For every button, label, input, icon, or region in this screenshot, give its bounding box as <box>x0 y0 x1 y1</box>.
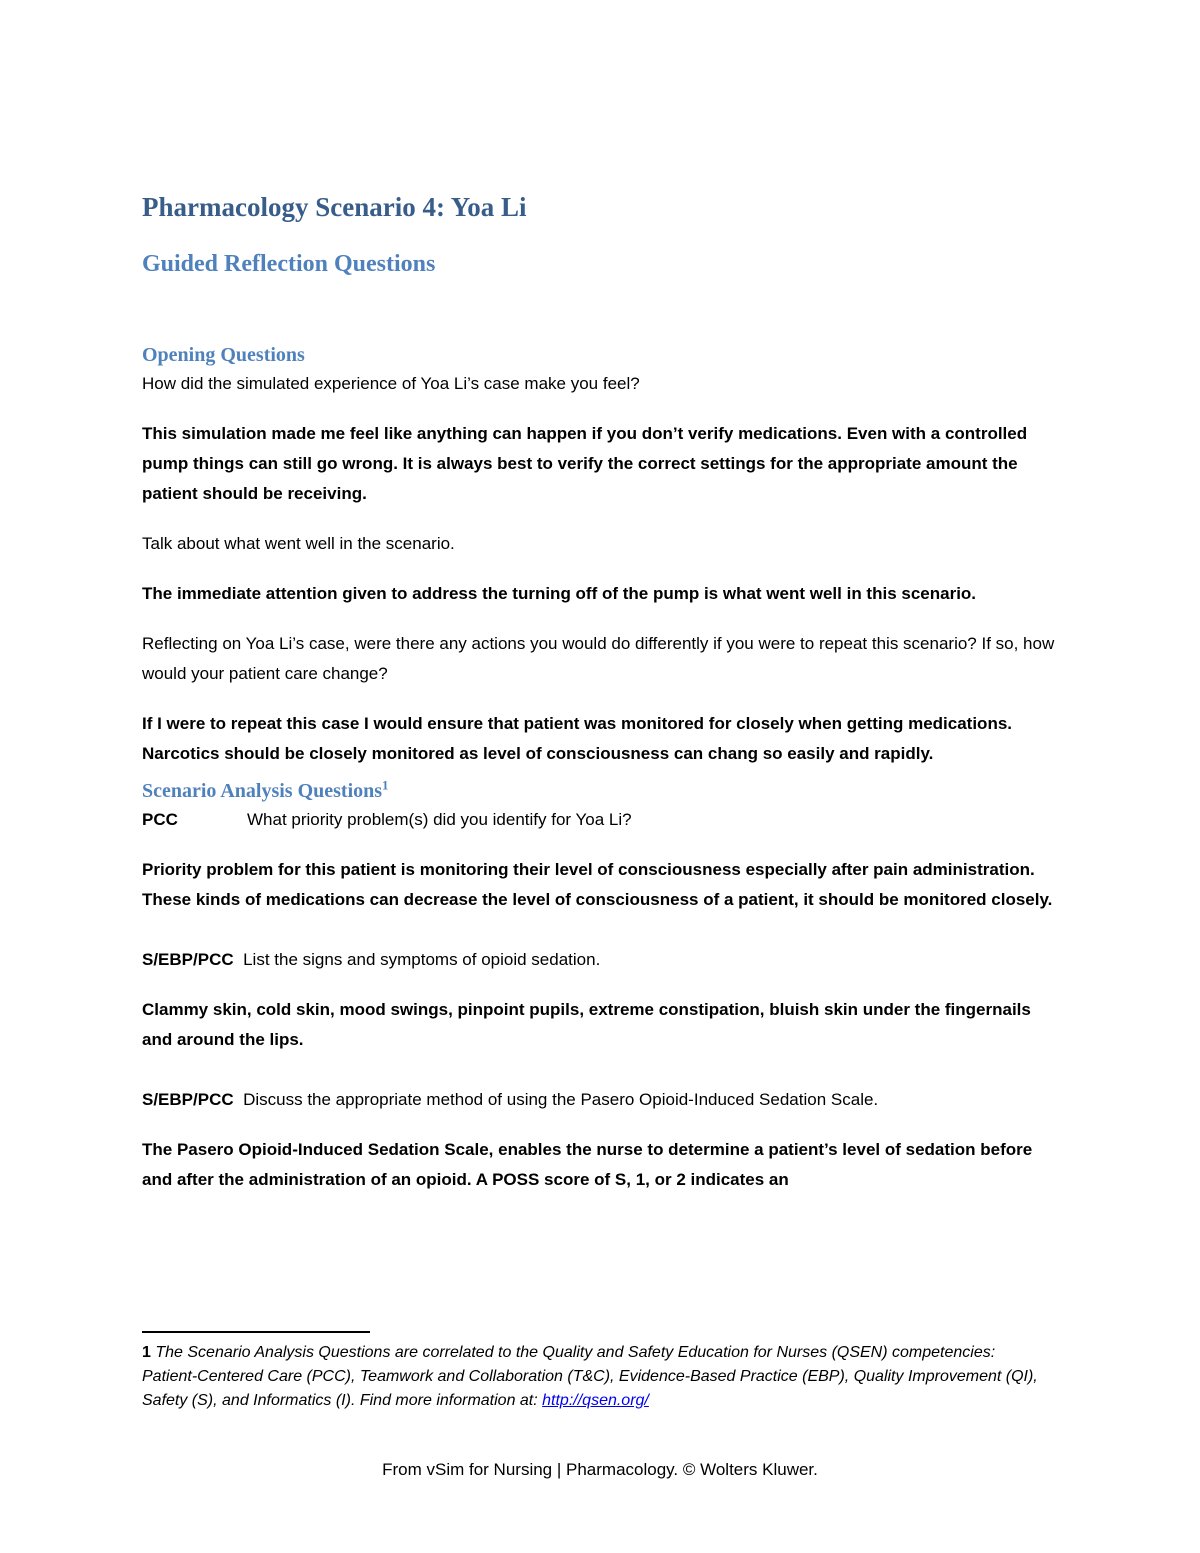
qsen-link[interactable]: http://qsen.org/ <box>542 1392 649 1409</box>
analysis-question-2 <box>142 945 1057 975</box>
footnote <box>142 1341 1042 1413</box>
scenario-analysis-heading <box>142 777 1057 805</box>
competency-tag: PCC <box>142 810 178 829</box>
analysis-question-text: Discuss the appropriate method of using the Pasero Opioid-Induced Sedation Scale. <box>243 1090 879 1109</box>
footnote-text: The Scenario Analysis Questions are correlated to the Quality and Safety Education for Nurses (QSEN) competencies: Patient-Centered Care (PCC), Teamwork and Collaboration (T&C), Evidence-Based Practice (EBP), Quality Improvement (QI), Safety (S), and Informatics (I). Find more information at: <box>142 1344 1038 1409</box>
footnote-separator <box>142 1331 370 1333</box>
competency-tag: S/EBP/PCC <box>142 950 234 969</box>
analysis-question-3 <box>142 1085 1057 1115</box>
analysis-answer-3: The Pasero Opioid-Induced Sedation Scale, enables the nurse to determine a patient’s level of sedation before and after the administration of an opioid. A POSS score of S, 1, or 2 indicates an <box>142 1140 1033 1189</box>
analysis-answer-1: Priority problem for this patient is monitoring their level of consciousness especially after pain administration. These kinds of medications can decrease the level of consciousness of a patient, it should be monitored closely. <box>142 860 1053 909</box>
analysis-question-text: List the signs and symptoms of opioid sedation. <box>243 950 601 969</box>
opening-question-1: How did the simulated experience of Yoa Li’s case make you feel? <box>142 374 640 393</box>
opening-answer-2: The immediate attention given to address the turning off of the pump is what went well in this scenario. <box>142 584 977 603</box>
document-title: Pharmacology Scenario 4: Yoa Li <box>142 192 527 222</box>
document-body <box>142 190 1057 1215</box>
page-footer: From vSim for Nursing | Pharmacology. © Wolters Kluwer. <box>382 1460 818 1479</box>
document-subtitle: Guided Reflection Questions <box>142 251 436 277</box>
scenario-analysis-heading-text: Scenario Analysis Questions <box>142 780 383 802</box>
opening-question-3: Reflecting on Yoa Li’s case, were there any actions you would do differently if you were to repeat this scenario? If so, how would your patient care change? <box>142 634 1055 683</box>
footnote-marker: 1 <box>382 777 389 793</box>
opening-questions-heading: Opening Questions <box>142 344 305 366</box>
opening-question-2: Talk about what went well in the scenario. <box>142 534 455 553</box>
opening-answer-3: If I were to repeat this case I would ensure that patient was monitored for closely when getting medications. Narcotics should be closely monitored as level of consciousness can chang so easily and rapidly. <box>142 714 1013 763</box>
analysis-answer-2: Clammy skin, cold skin, mood swings, pinpoint pupils, extreme constipation, bluish skin under the fingernails and around the lips. <box>142 1000 1031 1049</box>
analysis-question-text: What priority problem(s) did you identify for Yoa Li? <box>247 810 632 829</box>
footnote-number: 1 <box>142 1344 151 1361</box>
analysis-question-1 <box>142 805 1057 835</box>
opening-answer-1: This simulation made me feel like anything can happen if you don’t verify medications. Even with a controlled pump things can still go wrong. It is always best to verify the correct settings for the appropriate amount the patient should be receiving. <box>142 424 1028 503</box>
competency-tag: S/EBP/PCC <box>142 1090 234 1109</box>
